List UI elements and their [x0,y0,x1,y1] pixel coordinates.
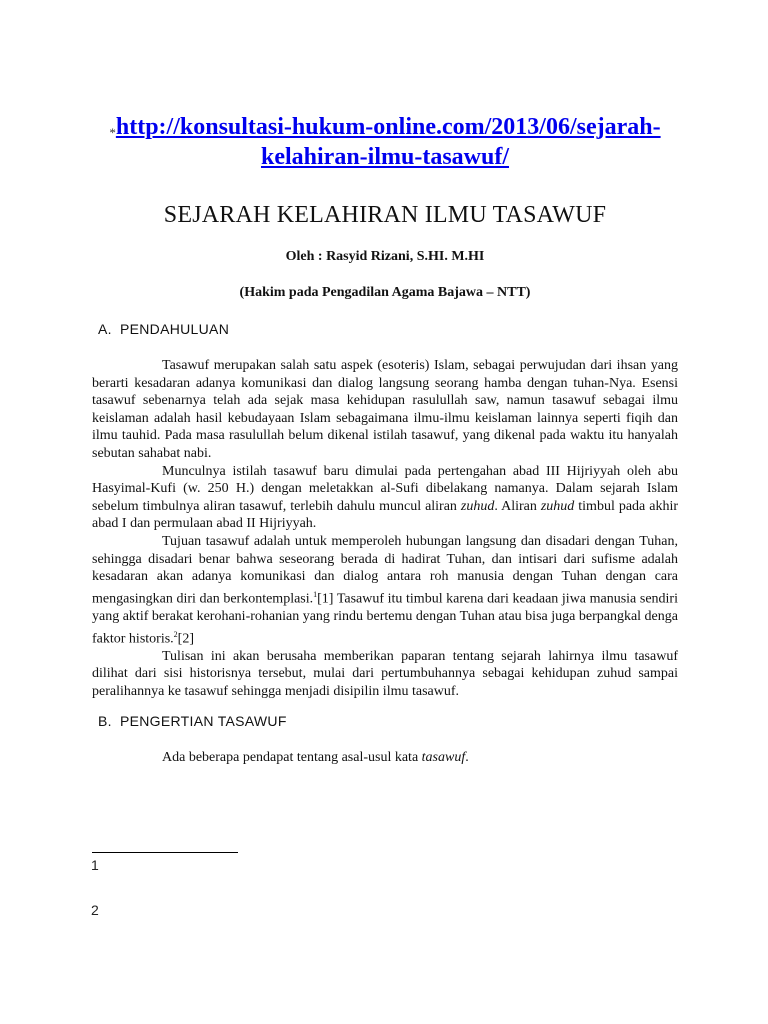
paragraph-4: Tulisan ini akan berusaha memberikan paparan tentang sejarah lahirnya ilmu tasawuf dilihat dari sisi historisnya tersebut, mulai dari pertumbuhannya sebagai kehidupan zuhud sampai peralihannya ke tasawuf sehingga menjadi disipilin ilmu tasawuf. [92,648,678,699]
section-letter: B. [98,713,112,729]
section-heading-a [98,320,229,338]
section-letter: A. [98,321,112,337]
footnote-ref-1[interactable]: 1 [313,589,318,599]
footnote-separator [92,852,238,853]
document-title: SEJARAH KELAHIRAN ILMU TASAWUF [163,202,607,228]
paragraph-2: Munculnya istilah tasawuf baru dimulai pada pertengahan abad III Hijriyyah oleh abu Hasyimal-Kufi (w. 250 H.) dengan meletakkan al-Sufi dibelakang namanya. Dalam sejarah Islam sebelum timbulnya aliran tasawuf, terlebih dahulu muncul aliran zuhud. Aliran zuhud timbul pada akhir abad I dan permulaan abad II Hijriyyah. [92,463,678,532]
term-zuhud: zuhud [540,498,575,514]
footnote-2: 2 [91,902,99,918]
term-zuhud: zuhud [460,498,495,514]
paragraph-1: Tasawuf merupakan salah satu aspek (esoteris) Islam, sebagai perwujudan dari ihsan yang berarti kesadaran adanya komunikasi dan dialog langsung seorang hamba dengan tuhan-Nya. Esensi tasawuf sebenarnya telah ada sejak masa kehidupan rasulullah saw, namun tasawuf sebagai ilmu keislaman adalah hasil kebudayaan Islam sebagaimana ilmu-ilmu keislaman lainnya seperti fiqih dan ilmu tauhid. Pada masa rasulullah belum dikenal istilah tasawuf, yang dikenal pada waktu itu hanyalah sebutan sahabat nabi. [92,358,678,461]
source-url-line-1: http://konsultasi-hukum-online.com/2013/06/sejarah- [115,114,661,140]
source-url-block [90,112,680,172]
body-text [92,357,678,701]
footnote-1: 1 [91,857,99,873]
section-heading-b [98,712,287,730]
citation-link-1[interactable]: [1] [317,591,334,607]
section-title: PENGERTIAN TASAWUF [120,713,287,729]
footnote-ref-2[interactable]: 2 [173,629,178,639]
source-url-line-2: kelahiran-ilmu-tasawuf/ [260,144,509,170]
source-url-link[interactable] [116,114,661,170]
author-line: Oleh : Rasyid Rizani, S.HI. M.HI [285,249,485,264]
section-b-intro: Ada beberapa pendapat tentang asal-usul kata tasawuf. [162,750,469,765]
term-tasawuf: tasawuf [421,750,466,765]
author-affiliation: (Hakim pada Pengadilan Agama Bajawa – NTT) [239,285,531,300]
paragraph-3: Tujuan tasawuf adalah untuk memperoleh hubungan langsung dan disadari dengan Tuhan, sehingga disadari benar bahwa seseorang berada di hadirat Tuhan, dan intisari dari sufisme adalah kesadaran akan adanya komunikasi dan dialog antara roh manusia dengan Tuhan dengan cara mengasingkan diri dan berkontemplasi.$^1$[1] Tasawuf itu timbul karena dari keadaan jiwa manusia sendiri yang aktif berakat kerohani-rohanian yang rindu bertemu dengan Tuhan atau bisa juga berpangkal denga faktor historis.$^2$[2] [92,533,678,647]
section-title: PENDAHULUAN [120,321,230,337]
footnote-star: * [109,125,116,140]
citation-link-2[interactable]: [2] [177,631,194,647]
